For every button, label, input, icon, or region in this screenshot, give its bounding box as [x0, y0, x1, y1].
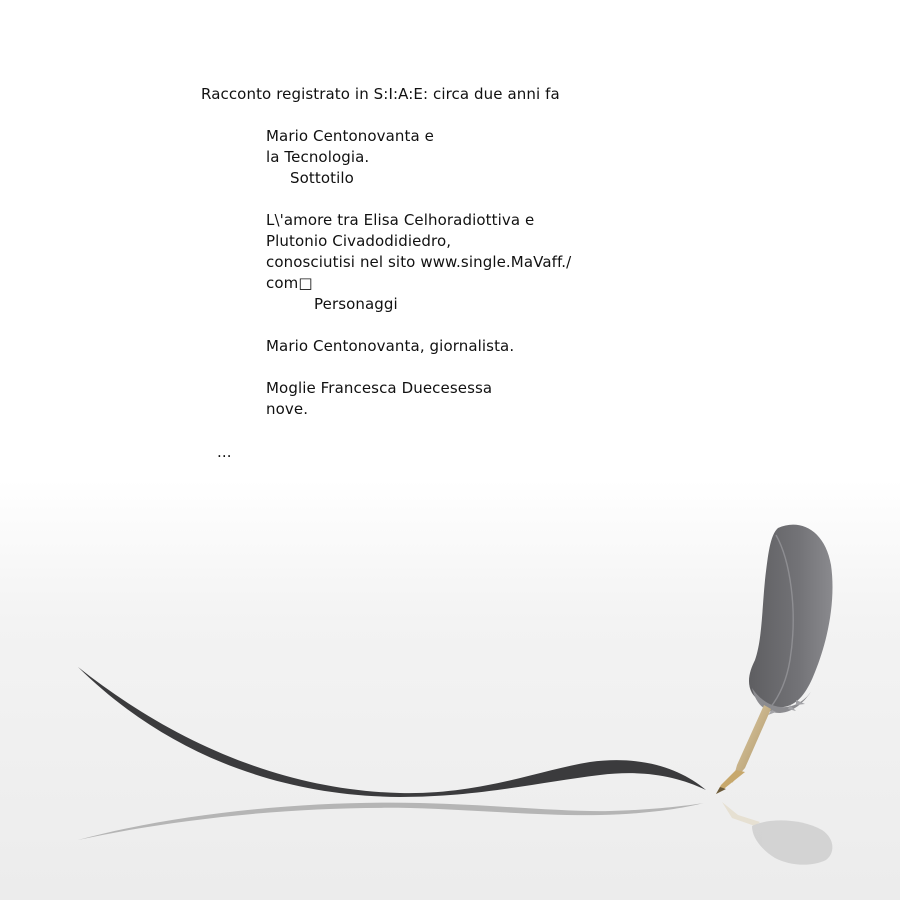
title-line-1: Mario Centonovanta e [266, 127, 435, 145]
characters-label: Personaggi [314, 295, 398, 313]
subtitle-line-3: conosciutisi nel sito www.single.MaVaff./ [266, 253, 572, 271]
ink-stroke-reflection [78, 803, 704, 840]
subtitle-line-4: com□ [266, 274, 313, 292]
title-line-2: la Tecnologia. [266, 148, 370, 166]
subtitle-label: Sottotilo [290, 169, 354, 187]
character-2-line-1: Moglie Francesca Duecesessa [266, 379, 493, 397]
subtitle-line-1: L\'amore tra Elisa Celhoradiottiva e [266, 211, 535, 229]
character-1: Mario Centonovanta, giornalista. [266, 337, 515, 355]
header-line: Racconto registrato in S:I:A:E: circa due anni fa [201, 85, 560, 103]
quill-reflection [722, 802, 832, 865]
ellipsis: ... [217, 443, 232, 461]
feather [749, 525, 833, 708]
subtitle-line-2: Plutonio Civadodidiedro, [266, 232, 452, 250]
character-2-line-2: nove. [266, 400, 309, 418]
ink-stroke [78, 667, 706, 797]
